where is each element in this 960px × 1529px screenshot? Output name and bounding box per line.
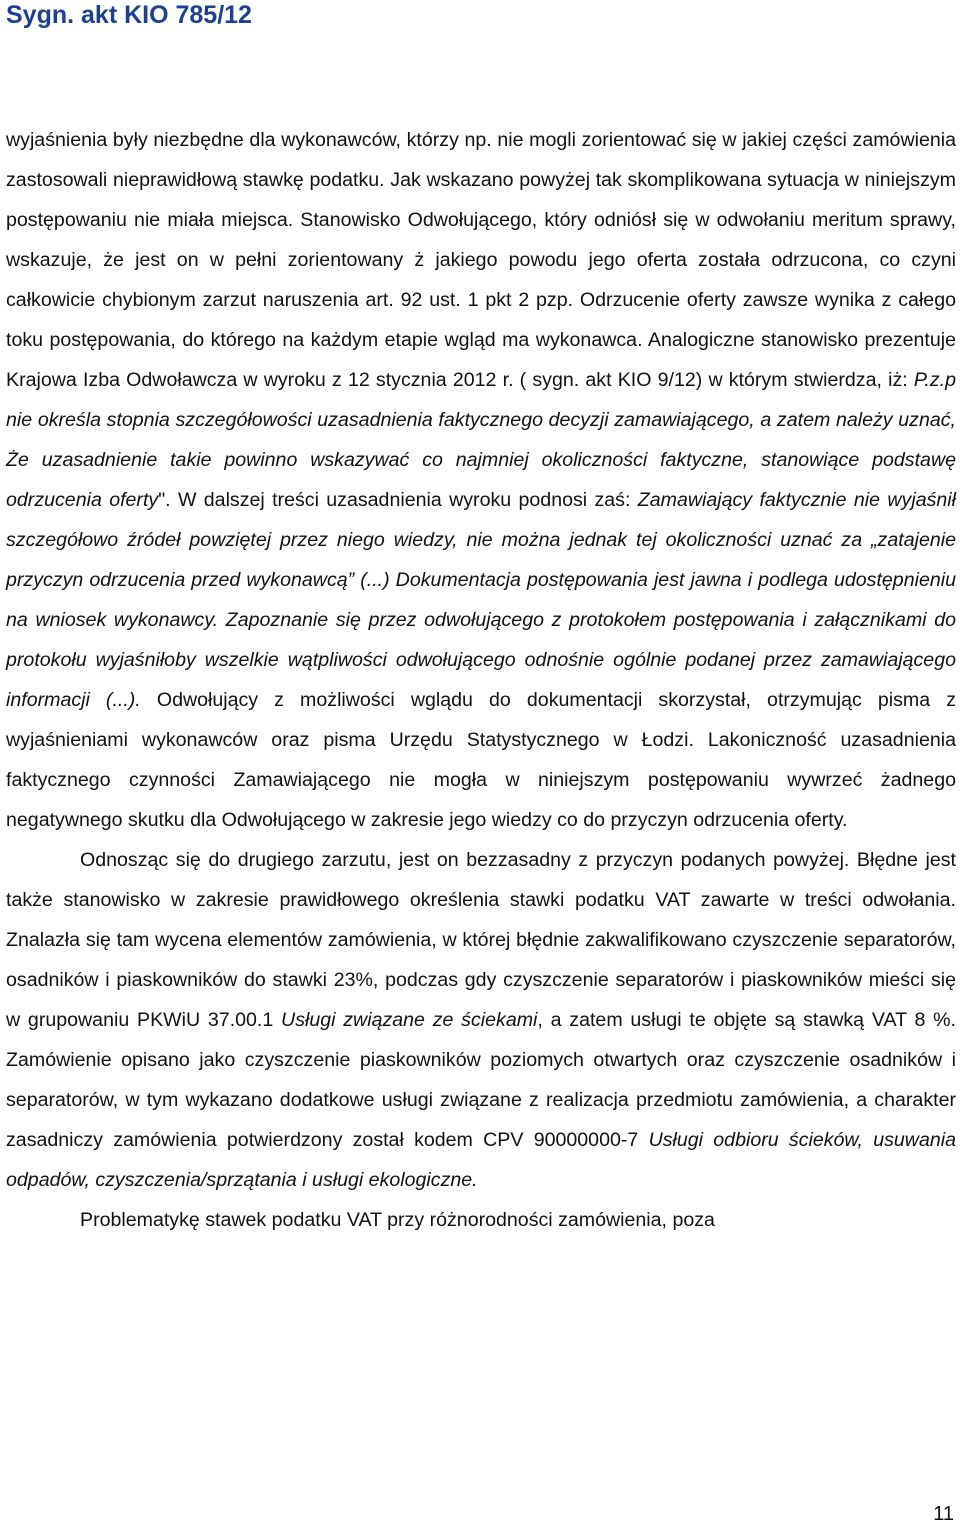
paragraph-1-text-3: Odwołujący z możliwości wglądu do dokumentacji skorzystał, otrzymując pisma z wyjaśnieniami wykonawców oraz pisma Urzędu Statystycznego w Łodzi. Lakoniczność uzasadnienia faktycznego czynności Zamawiającego nie mogła w niniejszym postępowaniu wywrzeć żadnego negatywnego skutku dla Odwołującego w zakresie jego wiedzy co do przyczyn odrzucenia oferty.	[6, 689, 956, 831]
paragraph-3	[6, 1200, 956, 1240]
paragraph-1-text-1: wyjaśnienia były niezbędne dla wykonawców, którzy np. nie mogli zorientować się w jakiej części zamówienia zastosowali nieprawidłową stawkę podatku. Jak wskazano powyżej tak skomplikowana sytuacja w niniejszym postępowaniu nie miała miejsca. Stanowisko Odwołującego, który odniósł się w odwołaniu meritum sprawy, wskazuje, że jest on w pełni zorientowany ż jakiego powodu jego oferta została odrzucona, co czyni całkowicie chybionym zarzut naruszenia art. 92 ust. 1 pkt 2 pzp. Odrzucenie oferty zawsze wynika z całego toku postępowania, do którego na każdym etapie wgląd ma wykonawca. Analogiczne stanowisko prezentuje Krajowa Izba Odwoławcza w wyroku z 12 stycznia 2012 r. ( sygn. akt KIO 9/12) w którym stwierdza, iż:	[6, 129, 956, 391]
case-reference-header: Sygn. akt KIO 785/12	[6, 1, 252, 29]
paragraph-2	[6, 840, 956, 1200]
paragraph-2-text-2: , a zatem usługi te objęte są stawką VAT 8 %. Zamówienie opisano jako czyszczenie piaskowników poziomych otwartych oraz czyszczenie osadników i separatorów, w tym wykazano dodatkowe usługi związane z realizacja przedmiotu zamówienia, a charakter zasadniczy zamówienia potwierdzony został kodem CPV 90000000-7	[6, 1009, 956, 1151]
paragraph-1-quote-1: P.z.p nie określa stopnia szczegółowości uzasadnienia faktycznego decyzji zamawiającego, a zatem należy uznać, Że uzasadnienie takie powinno wskazywać co najmniej okoliczności faktyczne, stanowiące podstawę odrzucenia oferty	[6, 369, 956, 511]
paragraph-3-text-1: Problematykę stawek podatku VAT przy różnorodności zamówienia, poza	[80, 1209, 715, 1231]
paragraph-1	[6, 120, 956, 840]
page-number: 11	[933, 1503, 954, 1525]
paragraph-2-text-1: Odnosząc się do drugiego zarzutu, jest on bezzasadny z przyczyn podanych powyżej. Błędne jest także stanowisko w zakresie prawidłowego określenia stawki podatku VAT zawarte w treści odwołania. Znalazła się tam wycena elementów zamówienia, w której błędnie zakwalifikowano czyszczenie separatorów, osadników i piaskowników do stawki 23%, podczas gdy czyszczenie separatorów i piaskowników mieści się w grupowaniu PKWiU 37.00.1	[6, 849, 956, 1031]
paragraph-2-quote-1: Usługi związane ze ściekami	[281, 1009, 538, 1031]
paragraph-1-text-2: ". W dalszej treści uzasadnienia wyroku podnosi zaś:	[158, 489, 638, 511]
document-body	[6, 120, 956, 1240]
paragraph-1-quote-2: Zamawiający faktycznie nie wyjaśnił szczegółowo źródeł powziętej przez niego wiedzy, nie można jednak tej okoliczności uznać za „zatajenie przyczyn odrzucenia przed wykonawcą” (...) Dokumentacja postępowania jest jawna i podlega udostępnieniu na wniosek wykonawcy. Zapoznanie się przez odwołującego z protokołem postępowania i załącznikami do protokołu wyjaśniłoby wszelkie wątpliwości odwołującego odnośnie ogólnie podanej przez zamawiającego informacji (...).	[6, 489, 956, 711]
paragraph-2-quote-2: Usługi odbioru ścieków, usuwania odpadów, czyszczenia/sprzątania i usługi ekologiczne.	[6, 1129, 956, 1191]
